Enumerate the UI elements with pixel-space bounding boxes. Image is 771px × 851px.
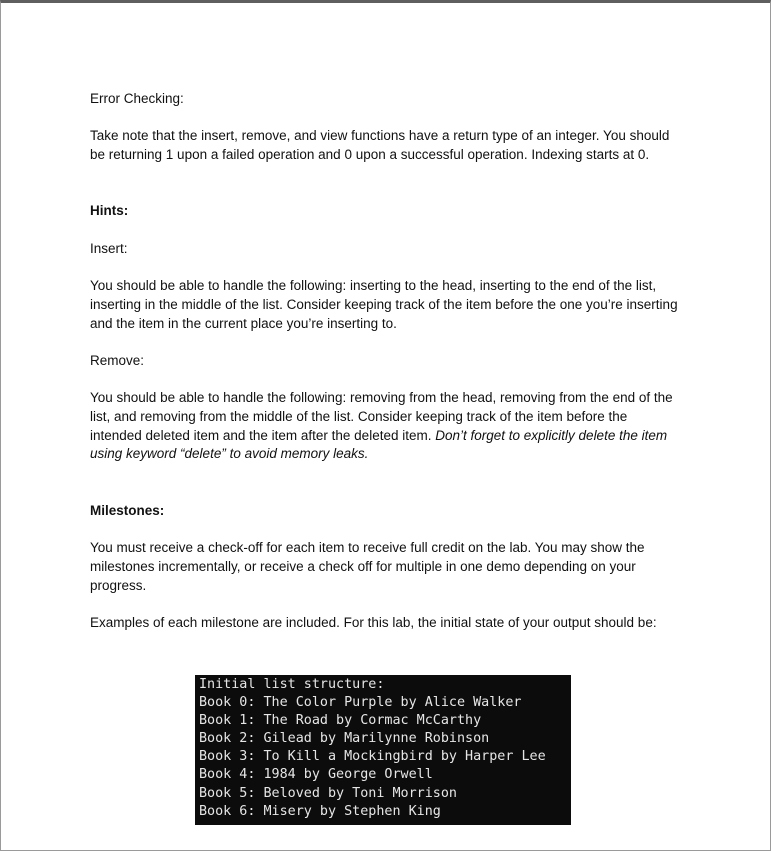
- terminal-line: Book 5: Beloved by Toni Morrison: [199, 785, 457, 801]
- terminal-line: Book 1: The Road by Cormac McCarthy: [199, 713, 482, 729]
- terminal-line: Book 0: The Color Purple by Alice Walker: [199, 695, 522, 711]
- milestones-examples: Examples of each milestone are included. For this lab, the initial state of your output should be:: [90, 615, 657, 631]
- terminal-line: Book 2: Gilead by Marilynne Robinson: [199, 731, 490, 747]
- insert-title: Insert:: [90, 240, 128, 256]
- document-body: [90, 90, 682, 633]
- terminal-line: Book 4: 1984 by George Orwell: [199, 767, 433, 783]
- error-checking-body: Take note that the insert, remove, and view functions have a return type of an integer. You should be returning 1 upon a failed operation and 0 upon a successful operation. Indexing starts at 0.: [90, 128, 670, 162]
- hints-title: Hints:: [90, 203, 129, 219]
- terminal-line: Initial list structure:: [199, 677, 385, 692]
- insert-body: You should be able to handle the following: inserting to the head, inserting to the end of the list, inserting in the middle of the list. Consider keeping track of the item before the one you’re inserting and the item in the current place you’re inserting to.: [90, 278, 678, 331]
- milestones-body: You must receive a check-off for each item to receive full credit on the lab. You may show the milestones incrementally, or receive a check off for multiple in one demo depending on your progress.: [90, 540, 645, 593]
- terminal-output: [195, 675, 571, 825]
- remove-body-text: You should be able to handle the following: removing from the head, removing from the end of the list, and removing from the middle of the list. Consider keeping track of the item before the intended deleted item and the item after the deleted item.: [90, 390, 673, 443]
- error-checking-title: Error Checking:: [90, 91, 184, 106]
- remove-body: [90, 389, 682, 463]
- milestones-title: Milestones:: [90, 502, 165, 518]
- terminal-line: Book 3: To Kill a Mockingbird by Harper Lee: [199, 749, 546, 765]
- remove-note: Don’t forget to explicitly delete the item using keyword “delete” to avoid memory leaks.: [90, 427, 668, 462]
- remove-title: Remove:: [90, 353, 145, 369]
- terminal-line: Book 6: Misery by Stephen King: [199, 803, 441, 819]
